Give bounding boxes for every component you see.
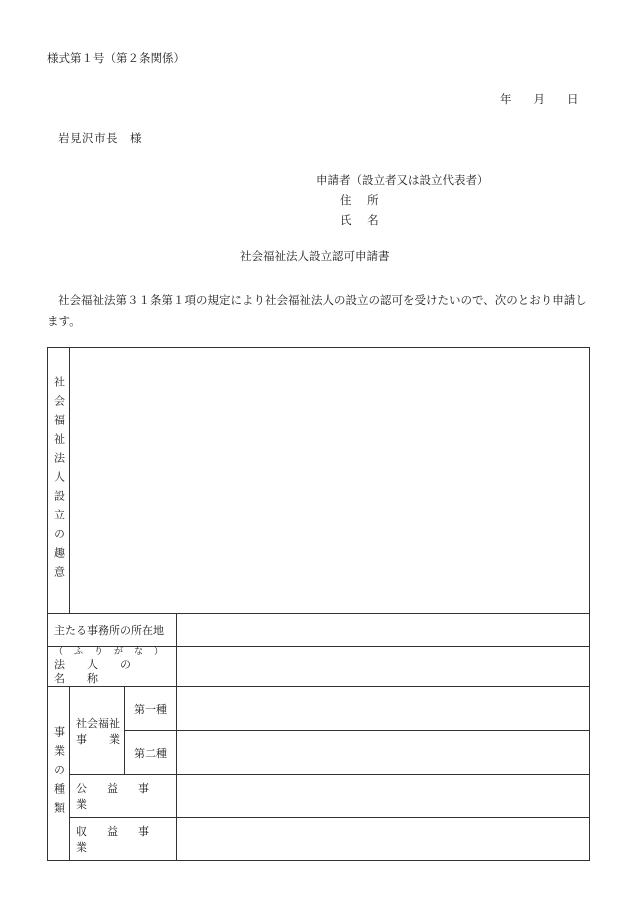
- type1-row: [48, 687, 590, 731]
- document-title: 社会福祉法人設立認可申請書: [240, 249, 390, 263]
- date-line: [500, 91, 579, 107]
- applicant-name-label: 氏 名: [340, 213, 385, 227]
- type2-label: 第二種: [125, 731, 177, 775]
- body-text: 社会福祉法第３１条第１項の規定により社会福祉法人の設立の認可を受けたいので、次のとおり申請します。: [47, 293, 587, 328]
- furigana-label: （ふりがな）: [54, 647, 175, 657]
- profit-row: [48, 818, 590, 861]
- purpose-label: 社会福祉法人設立の趣意: [52, 376, 66, 585]
- corp-name-input-cell[interactable]: [177, 647, 590, 687]
- social-welfare-label-2: 事 業: [76, 732, 120, 746]
- purpose-label-cell: [48, 348, 70, 614]
- date-year: 年: [500, 92, 512, 106]
- purpose-row: [48, 348, 590, 614]
- application-table: [47, 347, 590, 861]
- type2-input-cell[interactable]: [177, 731, 590, 775]
- corp-name-row: [48, 647, 590, 687]
- date-day: 日: [567, 92, 579, 106]
- office-row: [48, 614, 590, 647]
- social-welfare-label-1: 社会福祉: [76, 716, 120, 730]
- type1-input-cell[interactable]: [177, 687, 590, 731]
- corp-name-label-cell: [48, 647, 177, 687]
- purpose-input-cell[interactable]: [70, 348, 590, 614]
- social-welfare-label-cell: [70, 687, 125, 775]
- type1-label: 第一種: [125, 687, 177, 731]
- addressee: 岩見沢市長 様: [58, 131, 142, 145]
- office-label: 主たる事務所の所在地: [48, 614, 177, 647]
- business-types-label-cell: [48, 687, 70, 861]
- business-types-label: 事業の種類: [52, 726, 66, 821]
- applicant-block: [316, 170, 489, 230]
- public-interest-input-cell[interactable]: [177, 775, 590, 818]
- profit-input-cell[interactable]: [177, 818, 590, 861]
- public-interest-label: 公益事業: [70, 775, 177, 818]
- office-input-cell[interactable]: [177, 614, 590, 647]
- corp-name-label: 法人の名称: [54, 658, 153, 685]
- profit-label: 収益事業: [70, 818, 177, 861]
- applicant-address-label: 住 所: [340, 193, 385, 207]
- public-interest-row: [48, 775, 590, 818]
- form-number: 様式第１号（第２条関係）: [47, 51, 185, 65]
- type2-row: [48, 731, 590, 775]
- applicant-label: 申請者（設立者又は設立代表者）: [316, 173, 489, 187]
- date-month: 月: [533, 92, 545, 106]
